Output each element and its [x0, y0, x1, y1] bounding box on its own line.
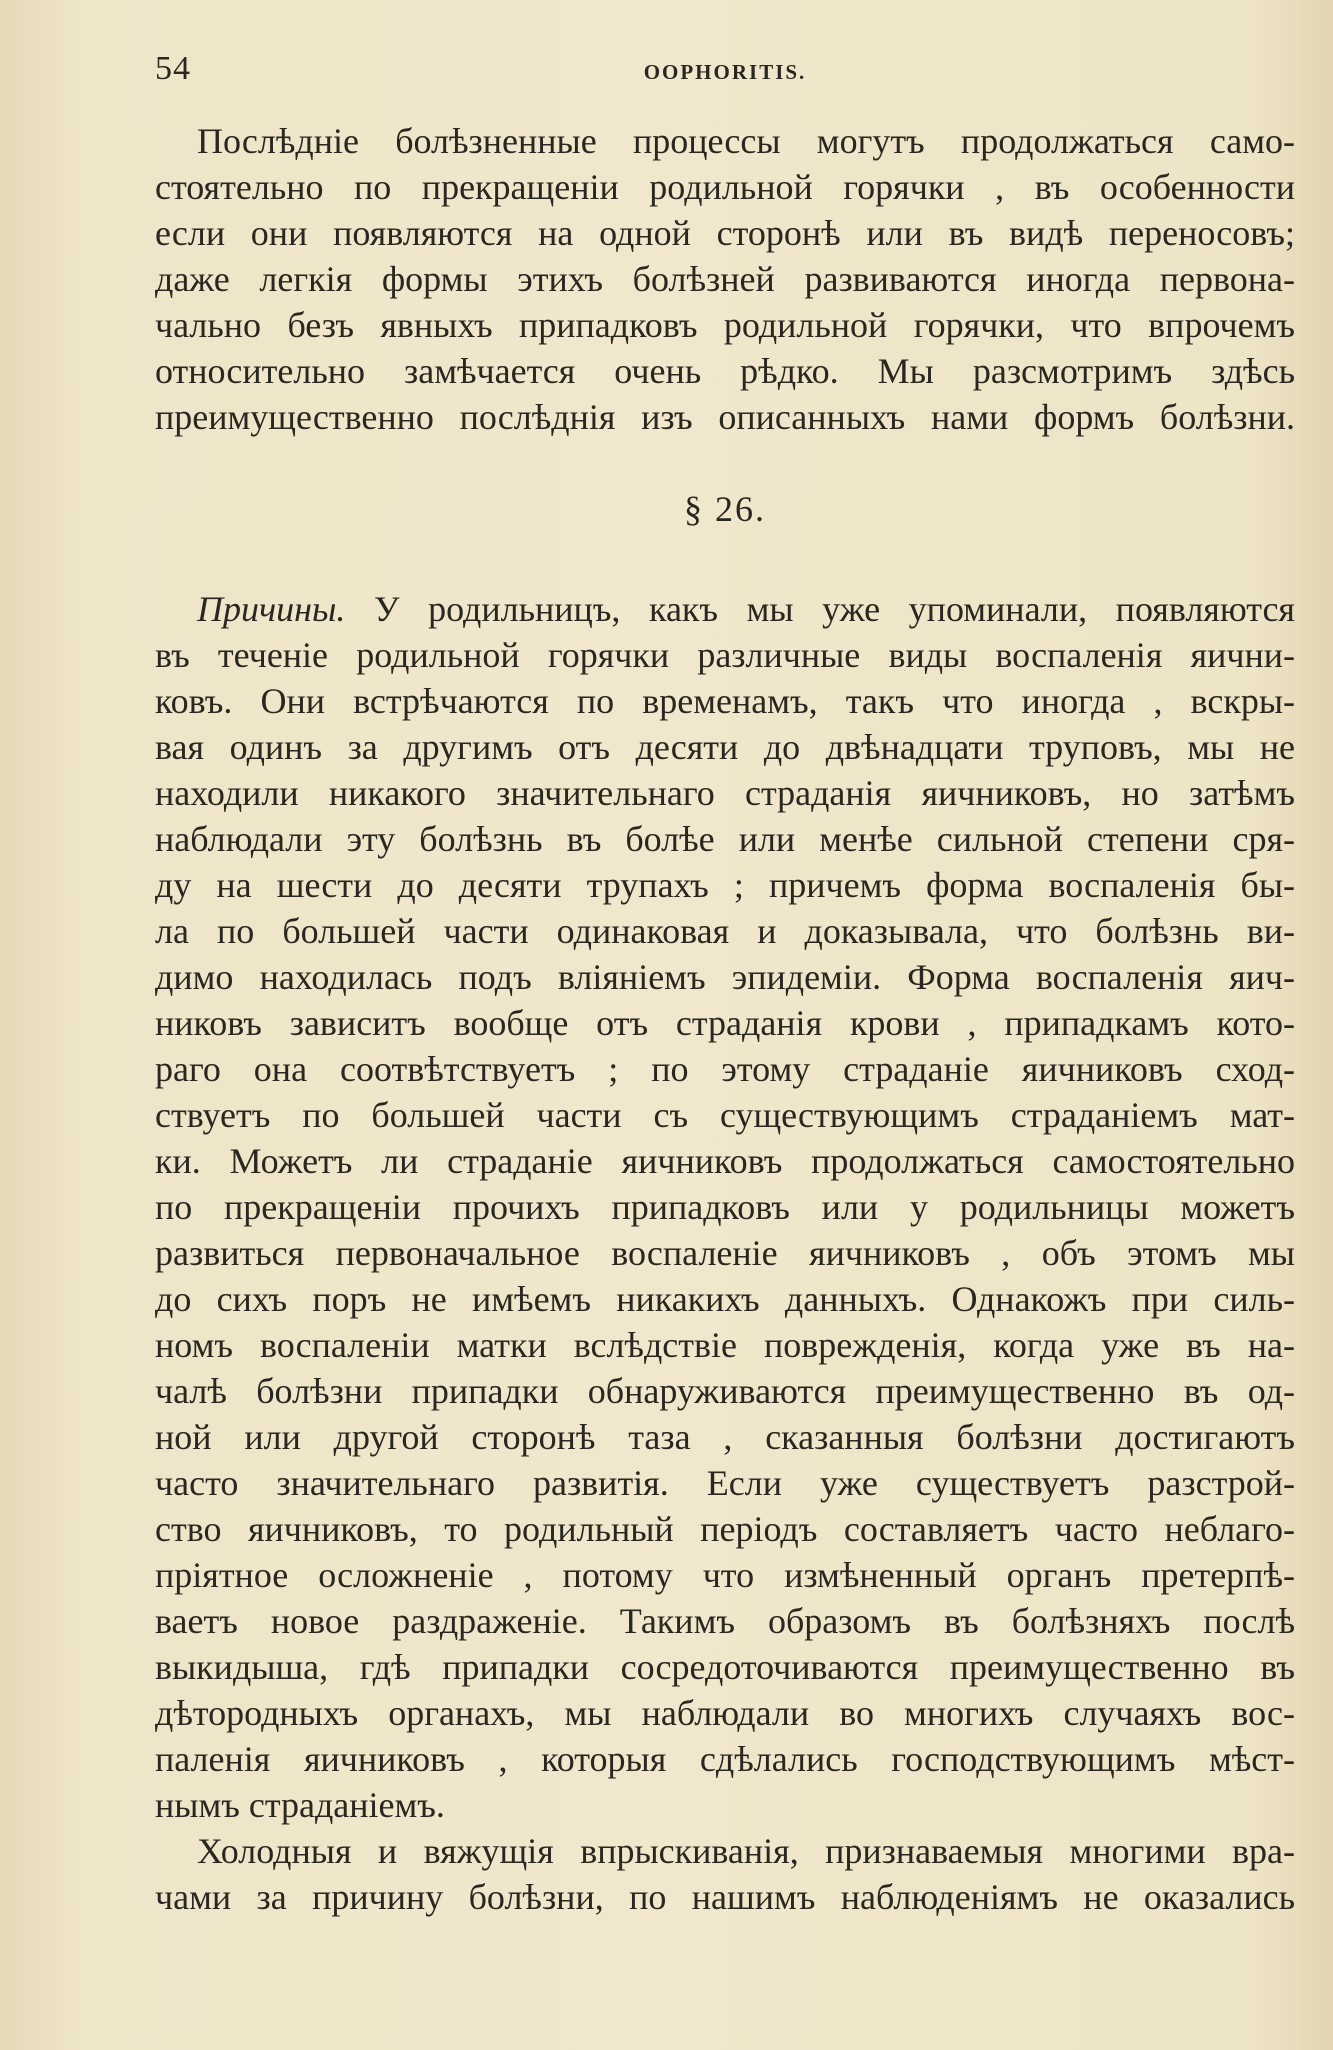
text-line: ду на шести до десяти трупахъ ; причемъ форма воспаленія бы-: [155, 865, 1295, 905]
text-line: Послѣдніе болѣзненные процессы могутъ продолжаться само-: [197, 121, 1295, 161]
text-line: въ теченіе родильной горячки различные виды воспаленія яични-: [155, 635, 1295, 675]
paragraph-lead-rest: У родильницъ, какъ мы уже упоминали, появляются: [345, 589, 1295, 629]
text-line: если они появляются на одной сторонѣ или въ видѣ переносовъ;: [155, 213, 1295, 253]
text-line: по прекращеніи прочихъ припадковъ или у родильницы можетъ: [155, 1187, 1295, 1227]
text-line: развиться первоначальное воспаленіе яичниковъ , объ этомъ мы: [155, 1233, 1295, 1273]
text-line: стоятельно по прекращеніи родильной горячки , въ особенности: [155, 167, 1295, 207]
text-line: чально безъ явныхъ припадковъ родильной горячки, что впрочемъ: [155, 305, 1295, 345]
text-line: до сихъ поръ не имѣемъ никакихъ данныхъ. Однакожъ при силь-: [155, 1279, 1295, 1319]
text-line: ла по большей части одинаковая и доказывала, что болѣзнь ви-: [155, 911, 1295, 951]
text-line: преимущественно послѣднія изъ описанныхъ нами формъ болѣзни.: [155, 397, 1295, 437]
text-line: ваетъ новое раздраженіе. Такимъ образомъ въ болѣзняхъ послѣ: [155, 1601, 1295, 1641]
text-line: ство яичниковъ, то родильный періодъ составляетъ часто неблаго-: [155, 1509, 1295, 1549]
text-line: дѣтородныхъ органахъ, мы наблюдали во многихъ случаяхъ вос-: [155, 1693, 1295, 1733]
text-line: раго она соотвѣтствуетъ ; по этому страданіе яичниковъ сход-: [155, 1049, 1295, 1089]
text-line: ки. Можетъ ли страданіе яичниковъ продолжаться самостоятельно: [155, 1141, 1295, 1181]
paragraph-1: [155, 118, 1295, 440]
text-line: пріятное осложненіе , потому что измѣненный органъ претерпѣ-: [155, 1555, 1295, 1595]
text-line: часто значительнаго развитія. Если уже существуетъ разстрой-: [155, 1463, 1295, 1503]
text-line: относительно замѣчается очень рѣдко. Мы разсмотримъ здѣсь: [155, 351, 1295, 391]
text-line: даже легкія формы этихъ болѣзней развиваются иногда первона-: [155, 259, 1295, 299]
text-line: наблюдали эту болѣзнь въ болѣе или менѣе сильной степени сря-: [155, 819, 1295, 859]
text-line: нымъ страданіемъ.: [155, 1785, 445, 1825]
paragraph-lead: Причины.: [197, 589, 346, 629]
text-line: ствуетъ по большей части съ существующимъ страданіемъ мат-: [155, 1095, 1295, 1135]
text-line: находили никакого значительнаго страданія яичниковъ, но затѣмъ: [155, 773, 1295, 813]
text-line: никовъ зависитъ вообще отъ страданія крови , припадкамъ кото-: [155, 1003, 1295, 1043]
section-heading: § 26.: [684, 489, 766, 529]
text-line: димо находилась подъ вліяніемъ эпидеміи. Форма воспаленія яич-: [155, 957, 1295, 997]
text-line: номъ воспаленіи матки вслѣдствіе поврежденія, когда уже въ на-: [155, 1325, 1295, 1365]
text-line: ковъ. Они встрѣчаются по временамъ, такъ что иногда , вскры-: [155, 681, 1295, 721]
running-title: OOPHORITIS.: [643, 60, 807, 84]
text-line: чалѣ болѣзни припадки обнаруживаются преимущественно въ од-: [155, 1371, 1295, 1411]
text-line: Холодныя и вяжущія впрыскиванія, признаваемыя многими вра-: [197, 1831, 1295, 1871]
page-number: 54: [155, 50, 191, 87]
text-line: паленія яичниковъ , которыя сдѣлались господствующимъ мѣст-: [155, 1739, 1295, 1779]
text-line: вая одинъ за другимъ отъ десяти до двѣнадцати труповъ, мы не: [155, 727, 1295, 767]
text-line: чами за причину болѣзни, по нашимъ наблюденіямъ не оказались: [155, 1877, 1295, 1917]
text-line-first: [155, 586, 1295, 632]
paragraph-2: [155, 586, 1295, 1920]
page-header: [155, 50, 1295, 94]
text-line: выкидыша, гдѣ припадки сосредоточиваются преимущественно въ: [155, 1647, 1295, 1687]
text-line: ной или другой сторонѣ таза , сказанныя болѣзни достигаютъ: [155, 1417, 1295, 1457]
